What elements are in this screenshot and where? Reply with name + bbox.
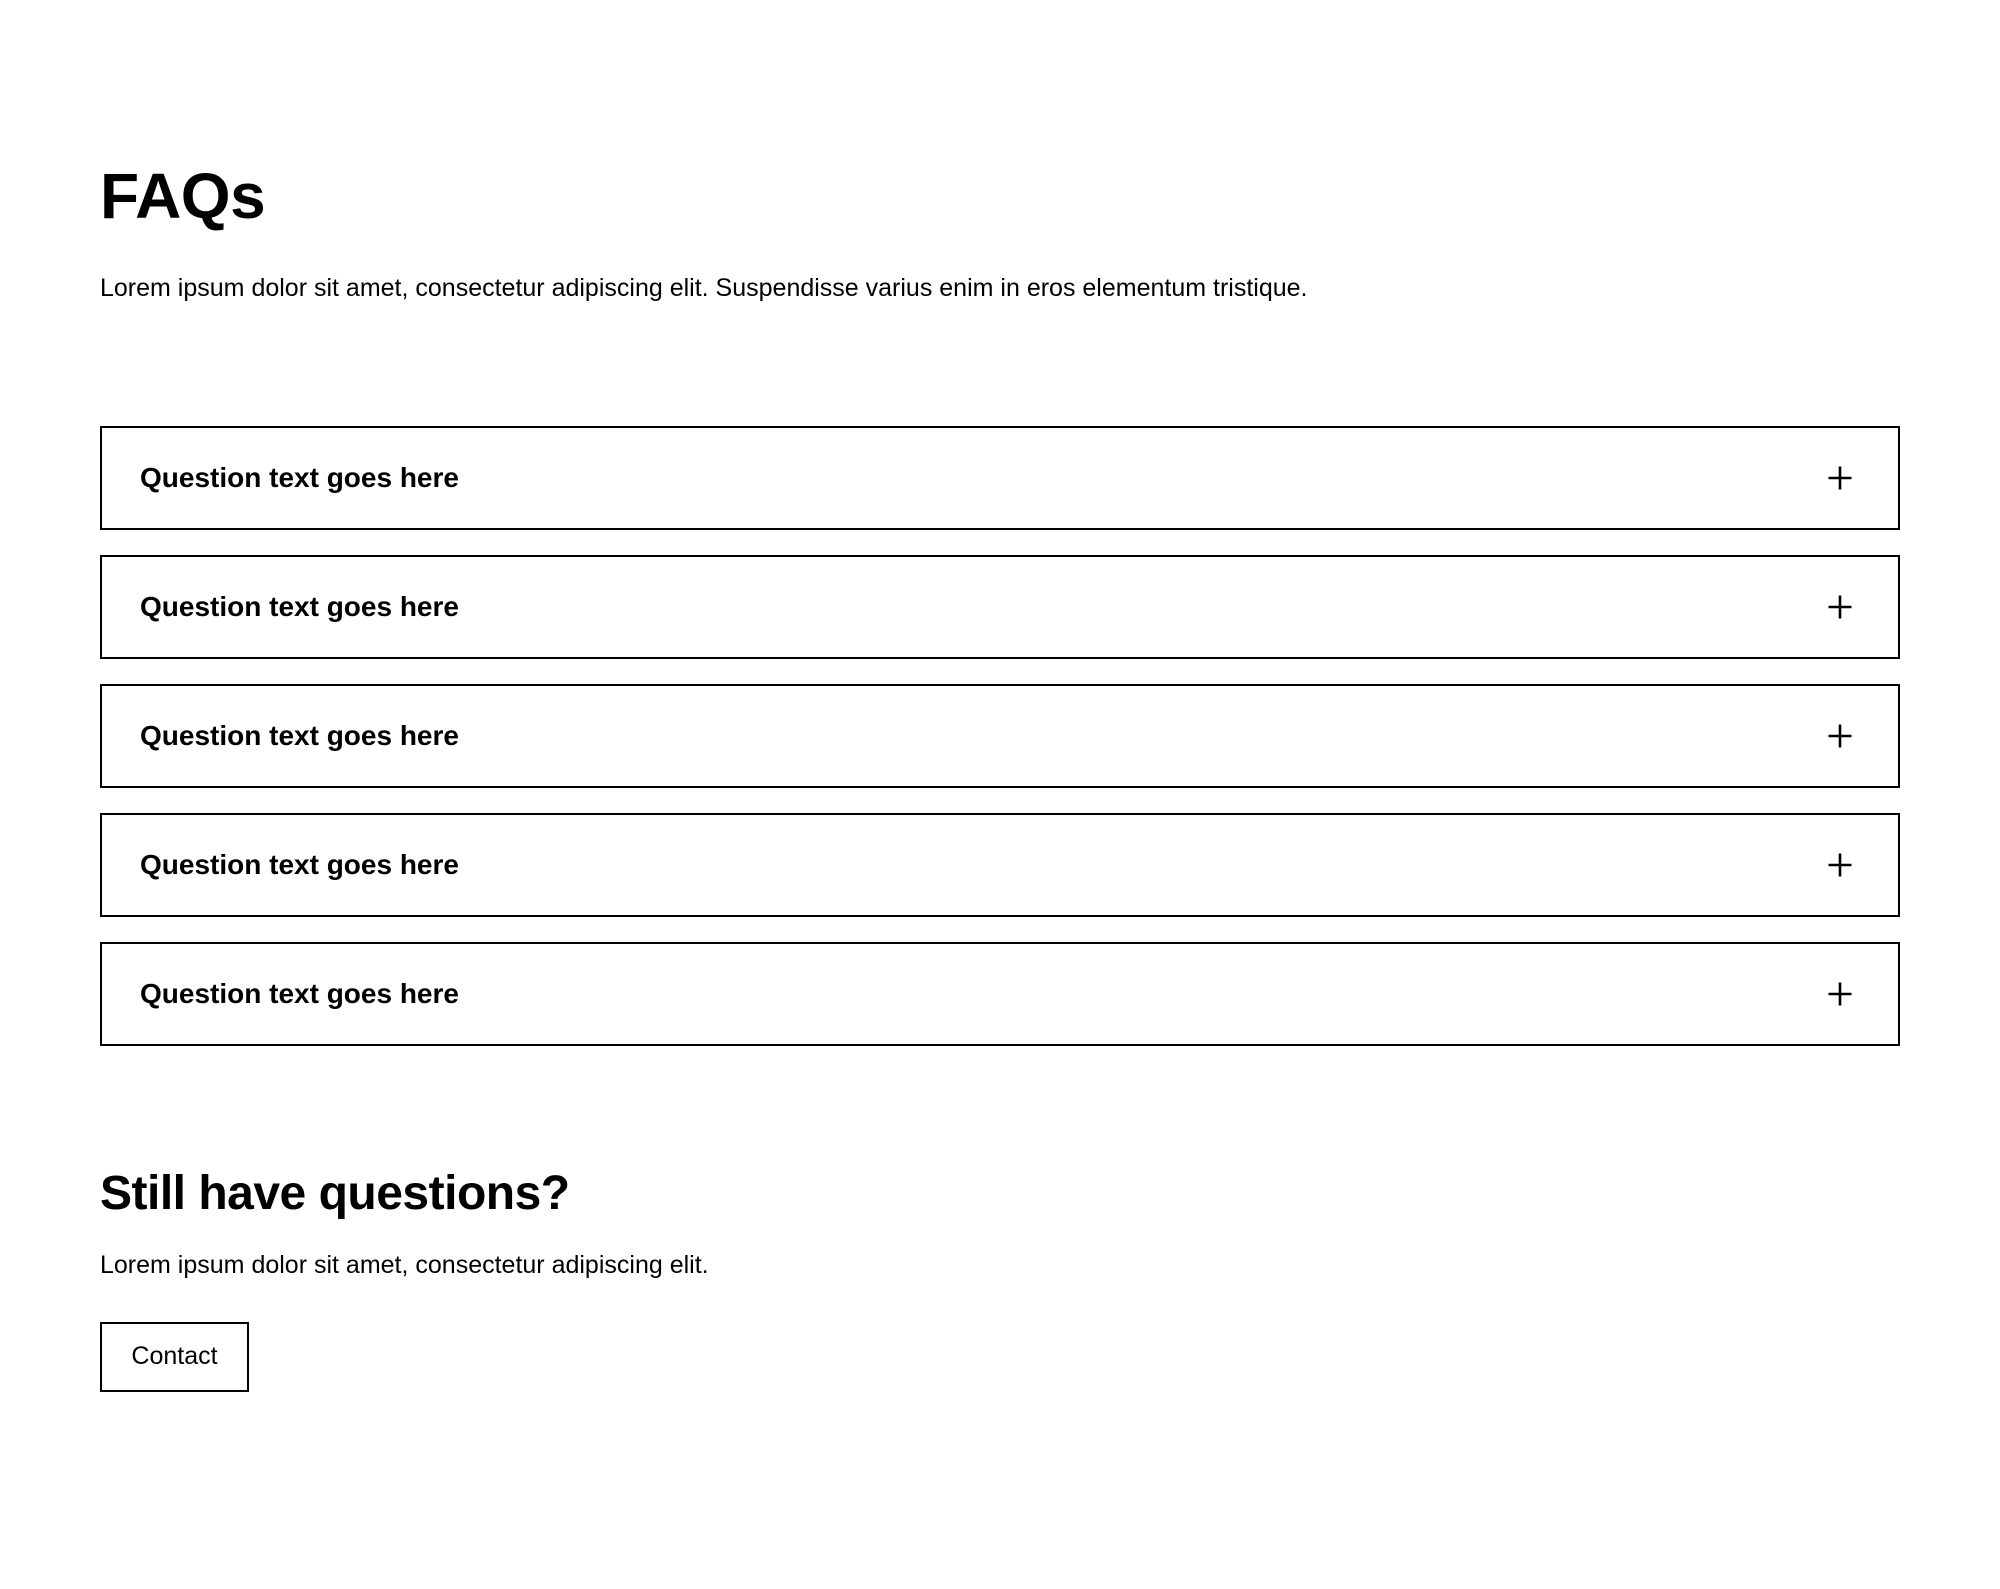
faq-accordion-item[interactable] [100, 813, 1900, 917]
faq-question-label: Question text goes here [140, 461, 459, 493]
faq-question-label: Question text goes here [140, 590, 459, 622]
faq-list [100, 426, 1900, 1046]
contact-section [100, 1164, 1900, 1392]
plus-icon[interactable] [1826, 464, 1854, 492]
contact-button[interactable]: Contact [100, 1322, 249, 1392]
plus-icon[interactable] [1826, 980, 1854, 1008]
faq-accordion-item[interactable] [100, 426, 1900, 530]
faq-accordion-item[interactable] [100, 942, 1900, 1046]
plus-icon[interactable] [1826, 722, 1854, 750]
faq-accordion-item[interactable] [100, 684, 1900, 788]
faq-accordion-item[interactable] [100, 555, 1900, 659]
page-subtitle: Lorem ipsum dolor sit amet, consectetur adipiscing elit. Suspendisse varius enim in eros elementum tristique. [100, 273, 1308, 302]
faq-question-label: Question text goes here [140, 719, 459, 751]
plus-icon[interactable] [1826, 851, 1854, 879]
contact-text: Lorem ipsum dolor sit amet, consectetur adipiscing elit. [100, 1250, 709, 1279]
plus-icon[interactable] [1826, 593, 1854, 621]
faq-question-label: Question text goes here [140, 848, 459, 880]
page-title: FAQs [100, 160, 266, 232]
contact-heading: Still have questions? [100, 1166, 570, 1220]
faq-question-label: Question text goes here [140, 977, 459, 1009]
